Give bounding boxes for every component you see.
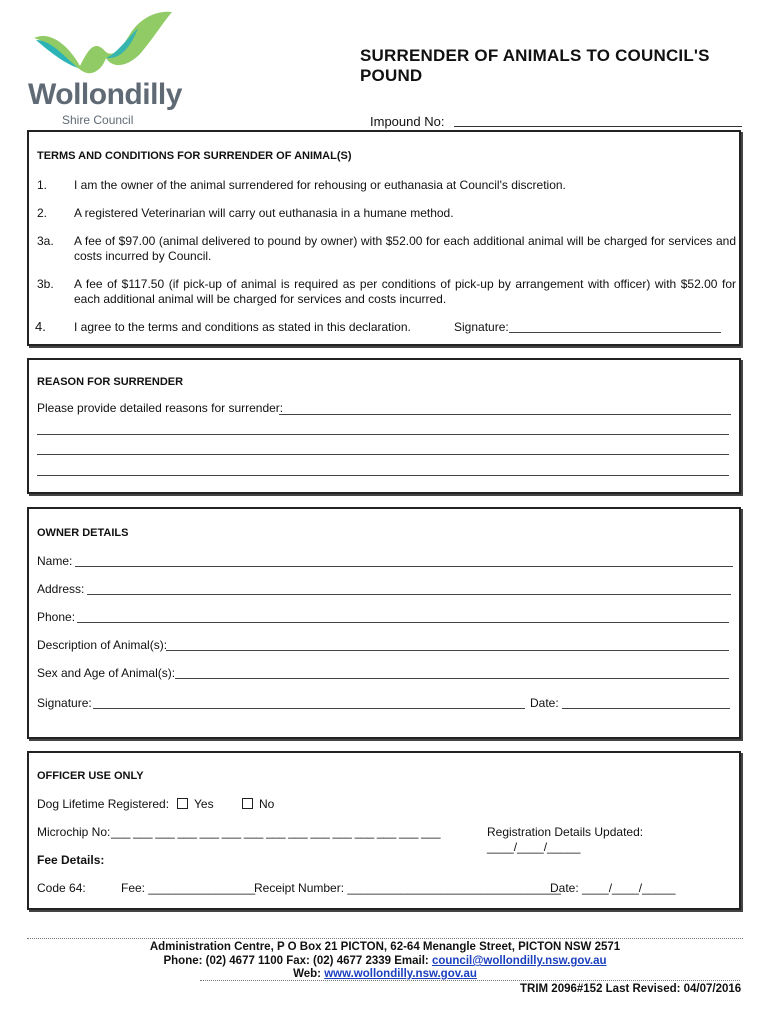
description-label: Description of Animal(s): xyxy=(37,638,168,652)
receipt-field[interactable]: Receipt Number: ________________________________ xyxy=(254,881,561,895)
terms-signature-label: Signature: xyxy=(454,320,509,334)
council-logo xyxy=(22,10,187,127)
yes-checkbox[interactable] xyxy=(177,798,188,809)
address-label: Address: xyxy=(37,582,85,596)
no-checkbox[interactable] xyxy=(242,798,253,809)
reason-section xyxy=(27,358,741,494)
code-label: Code 64: xyxy=(37,881,86,895)
term-text: I am the owner of the animal surrendered for rehousing or euthanasia at Council's discretion. xyxy=(74,178,566,192)
dog-registered-label: Dog Lifetime Registered: xyxy=(37,797,170,811)
footer-address: Administration Centre, P O Box 21 PICTON, 62-64 Menangle Street, PICTON NSW 2571 xyxy=(149,941,621,953)
term-number: 4. xyxy=(35,319,46,334)
term-number: 2. xyxy=(37,206,48,220)
reason-field[interactable] xyxy=(37,434,729,435)
phone-field[interactable] xyxy=(77,622,729,623)
email-link[interactable]: council@wollondilly.nsw.gov.au xyxy=(431,955,607,967)
footer-web xyxy=(0,968,770,980)
no-label: No xyxy=(259,797,275,811)
term-number: 3a. xyxy=(37,234,54,248)
reason-prompt: Please provide detailed reasons for surrender: xyxy=(37,401,284,415)
owner-signature-field[interactable] xyxy=(93,708,525,709)
terms-signature-field[interactable] xyxy=(509,332,721,333)
reason-field[interactable] xyxy=(279,414,731,415)
microchip-label: Microchip No: xyxy=(37,825,111,839)
sex-age-field[interactable] xyxy=(175,678,729,679)
footer-divider xyxy=(200,980,740,981)
yes-option[interactable] xyxy=(177,797,214,812)
yes-label: Yes xyxy=(194,797,214,811)
logo-name: Wollondilly xyxy=(28,78,182,111)
footer-divider xyxy=(27,938,743,939)
logo-subtitle: Shire Council xyxy=(62,113,134,127)
fee-details-label: Fee Details: xyxy=(37,853,105,867)
terms-title: TERMS AND CONDITIONS FOR SURRENDER OF ANIMAL(S) xyxy=(37,150,352,162)
name-label: Name: xyxy=(37,554,73,568)
term-text: I agree to the terms and conditions as stated in this declaration. xyxy=(74,320,411,334)
owner-date-label: Date: xyxy=(530,696,559,710)
web-label: Web: xyxy=(293,968,325,980)
footer-phone-fax: Phone: (02) 4677 1100 Fax: (02) 4677 2339 Email: xyxy=(163,955,432,967)
trim-revision: TRIM 2096#152 Last Revised: 04/07/2016 xyxy=(520,983,742,995)
term-text: A fee of $117.50 (if pick-up of animal is required as per conditions of pick-up by arrangement with officer) with $52.00 for each additional animal will be charged for services and costs incurred. xyxy=(74,277,736,306)
officer-date-field[interactable]: Date: ____/____/_____ xyxy=(550,881,676,895)
fee-field[interactable]: Fee: ________________ xyxy=(121,881,256,895)
sex-age-label: Sex and Age of Animal(s): xyxy=(37,666,176,680)
phone-label: Phone: xyxy=(37,610,76,624)
reason-field[interactable] xyxy=(37,475,729,476)
footer-contact xyxy=(0,955,770,967)
name-field[interactable] xyxy=(75,566,733,567)
logo-swoosh-icon xyxy=(22,10,182,80)
terms-section xyxy=(27,130,741,346)
reason-field[interactable] xyxy=(37,454,729,455)
website-link[interactable]: www.wollondilly.nsw.gov.au xyxy=(324,968,477,980)
no-option[interactable] xyxy=(242,797,274,812)
term-number: 1. xyxy=(37,178,48,192)
owner-section xyxy=(27,507,741,739)
term-number: 3b. xyxy=(37,277,54,291)
page-title: SURRENDER OF ANIMALS TO COUNCIL'S POUND xyxy=(360,46,710,85)
owner-title: OWNER DETAILS xyxy=(37,527,129,539)
description-field[interactable] xyxy=(166,650,729,651)
reason-title: REASON FOR SURRENDER xyxy=(37,376,184,388)
owner-signature-label: Signature: xyxy=(37,696,92,710)
term-text: A registered Veterinarian will carry out euthanasia in a humane method. xyxy=(74,206,454,220)
owner-date-field[interactable] xyxy=(562,708,730,709)
officer-title: OFFICER USE ONLY xyxy=(37,770,144,782)
term-text: A fee of $97.00 (animal delivered to pound by owner) with $52.00 for each additional animal will be charged for services and costs incurred by Council. xyxy=(74,234,736,263)
impound-label: Impound No: xyxy=(370,114,445,129)
impound-field[interactable] xyxy=(454,126,742,127)
address-field[interactable] xyxy=(87,594,731,595)
officer-section xyxy=(27,751,741,910)
registration-updated[interactable]: Registration Details Updated: ____/____/_____ xyxy=(487,825,644,854)
microchip-field[interactable]: ___ ___ ___ ___ ___ ___ ___ ___ ___ ___ ___ ___ ___ ___ ___ xyxy=(111,825,441,839)
